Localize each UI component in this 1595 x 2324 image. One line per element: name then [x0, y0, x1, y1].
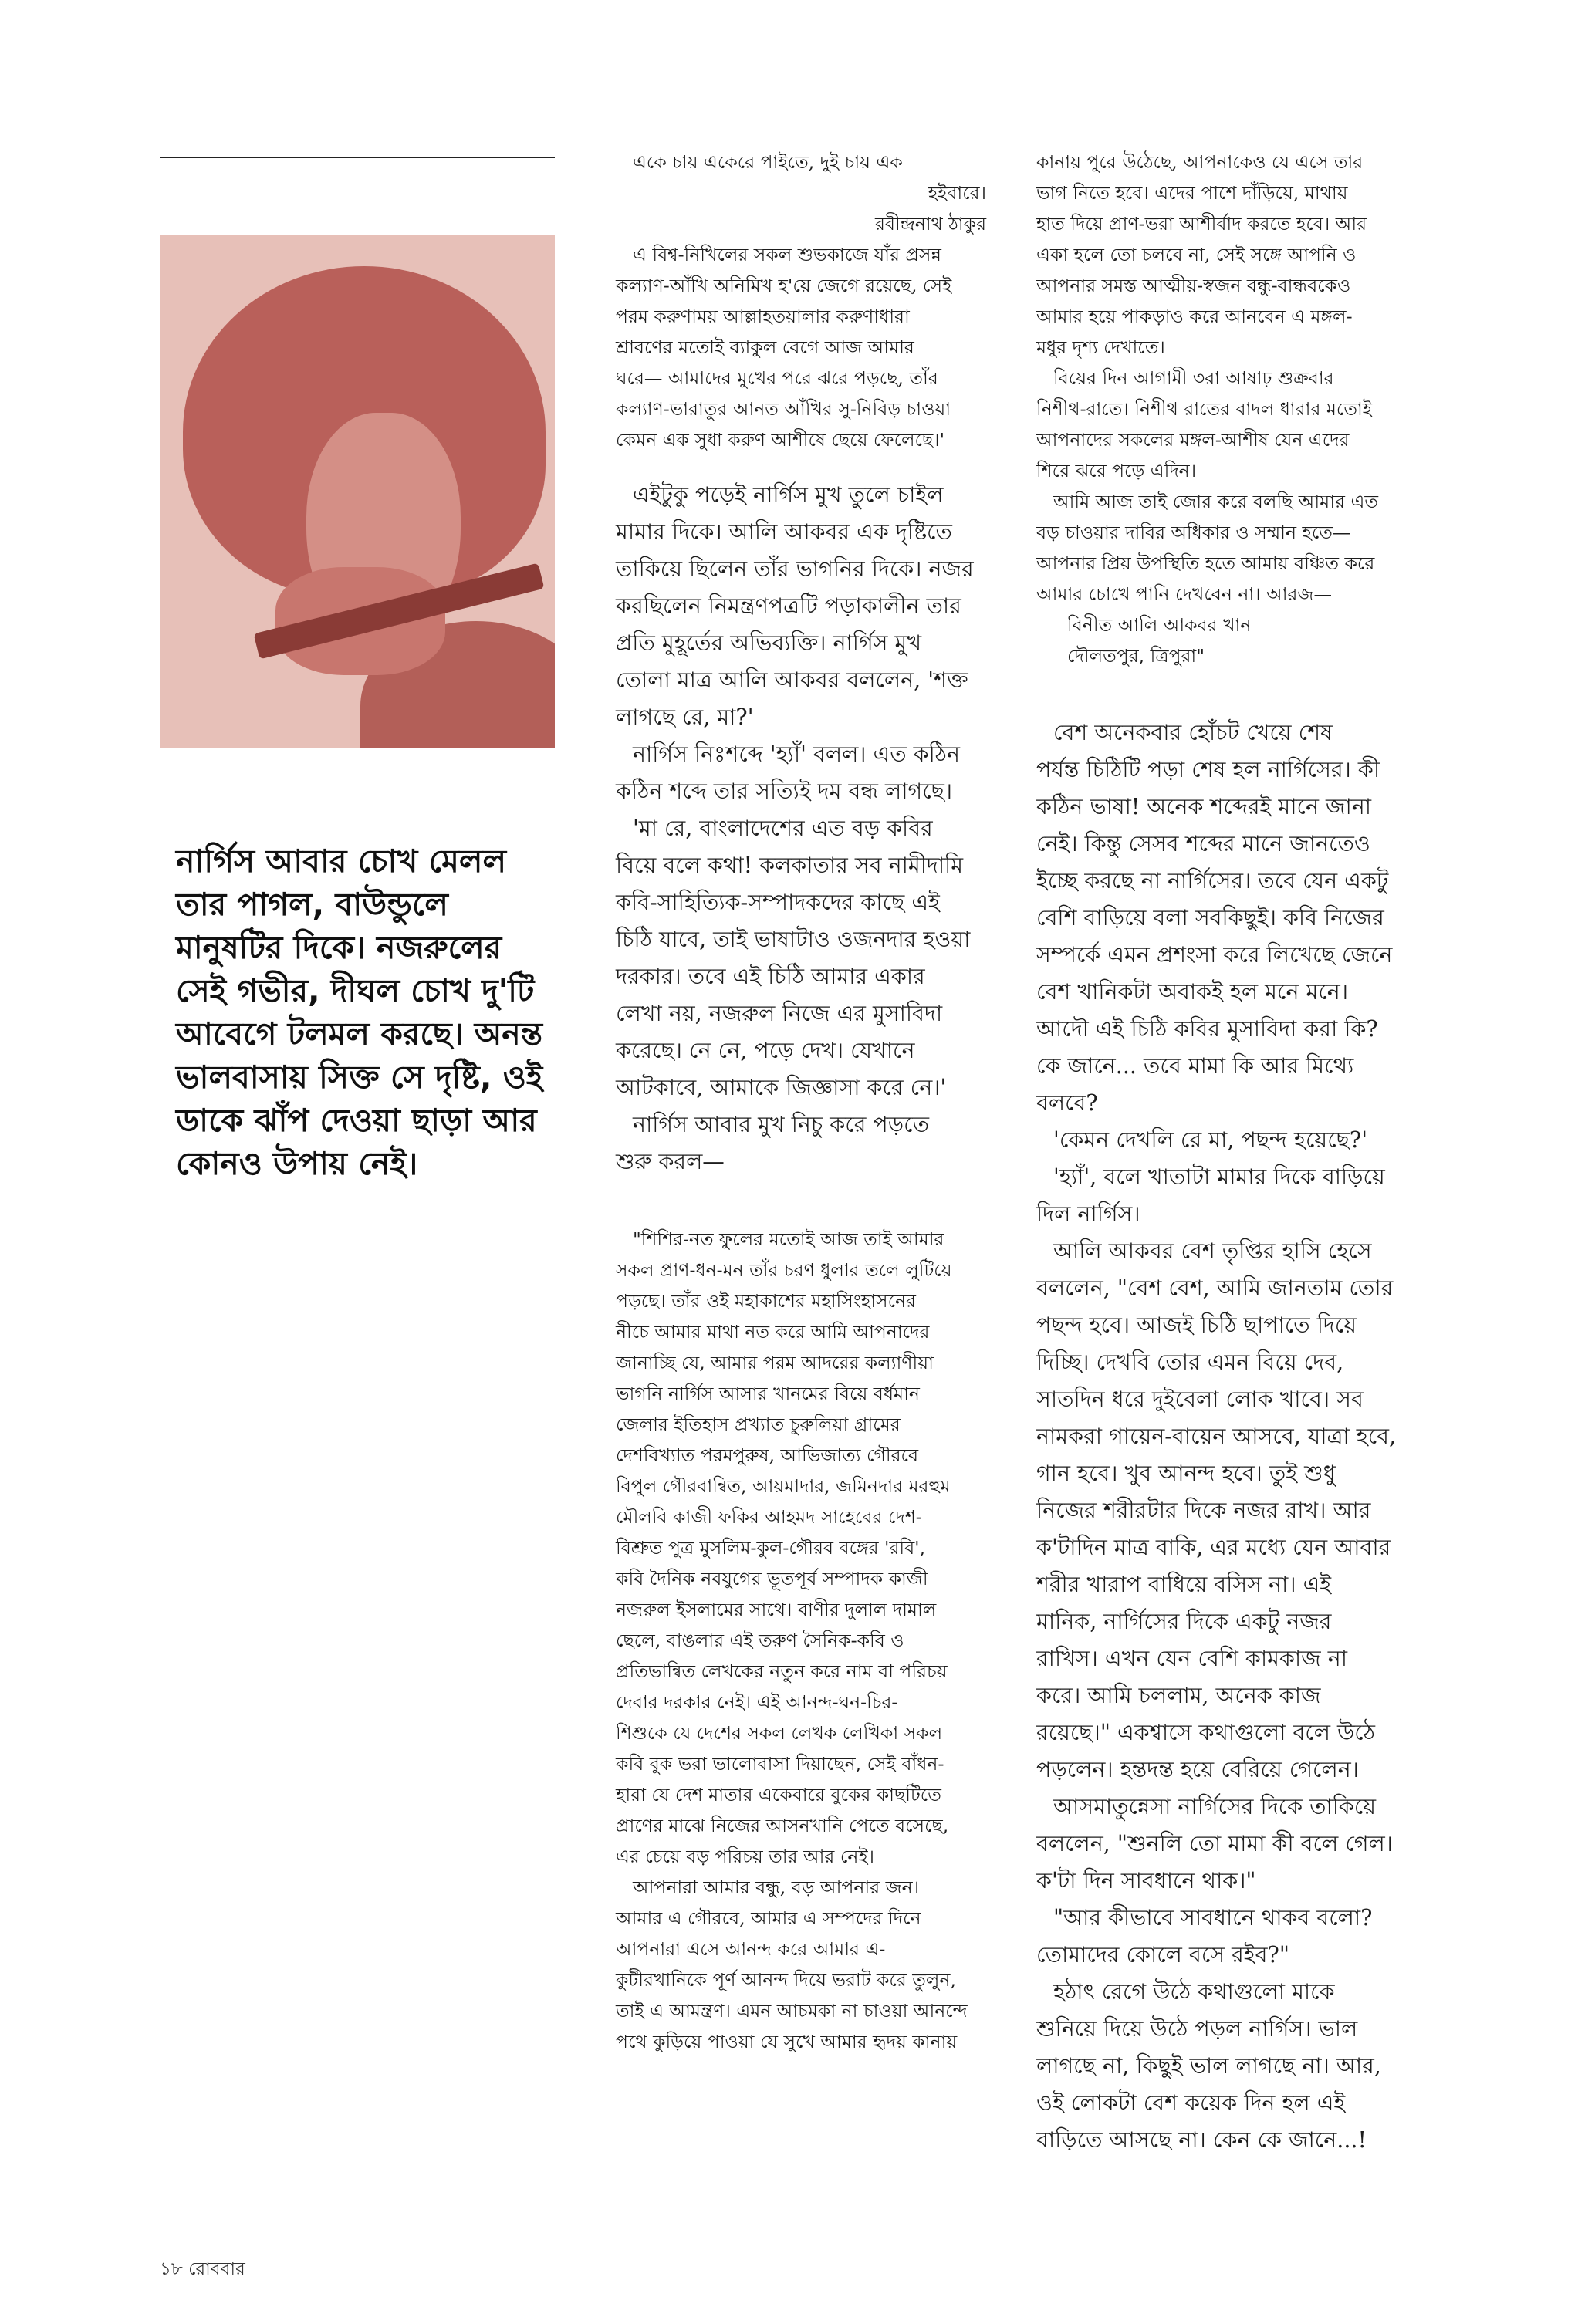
letter-line: আমার হয়ে পাকড়াও করে আনবেন এ মঙ্গল-: [1036, 306, 1353, 327]
body-line: বললেন, "বেশ বেশ, আমি জানতাম তোর: [1036, 1275, 1394, 1301]
letter-line: জেলার ইতিহাস প্রখ্যাত চুরুলিয়া গ্রামের: [616, 1414, 901, 1435]
pull-quote-line: ভালবাসায় সিক্ত সে দৃষ্টি, ওই: [176, 1059, 543, 1096]
body-line: কবি-সাহিত্যিক-সম্পাদকদের কাছে এই: [616, 890, 940, 915]
column-1: [616, 147, 986, 2057]
letter-line: সকল প্রাণ-ধন-মন তাঁর চরণ ধুলার তলে লুটিয়ে: [616, 1259, 952, 1281]
pull-quote-line: তার পাগল, বাউন্ডুলে: [176, 886, 448, 923]
letter-line: আপনারা এসে আনন্দ করে আমার এ-: [616, 1938, 886, 1960]
body-line: করেছে। নে নে, পড়ে দেখ। যেখানে: [616, 1038, 915, 1063]
body-line: রয়েছে।" একশ্বাসে কথাগুলো বলে উঠে: [1036, 1720, 1375, 1745]
letter-line: ভাগনি নার্গিস আসার খানমের বিয়ে বর্ধমান: [616, 1383, 920, 1404]
body-line: মানিক, নার্গিসের দিকে একটু নজর: [1036, 1609, 1332, 1634]
body-line: পর্যন্ত চিঠিটি পড়া শেষ হল নার্গিসের। কী: [1036, 757, 1380, 782]
letter-line: পরম করুণাময় আল্লাহতয়ালার করুণাধারা: [616, 306, 910, 327]
letter-line: "শিশির-নত ফুলের মতোই আজ তাই আমার: [633, 1228, 944, 1250]
body-line: আলি আকবর বেশ তৃপ্তির হাসি হেসে: [1053, 1238, 1372, 1264]
letter-line: কুটীরখানিকে পূর্ণ আনন্দ দিয়ে ভরাট করে তুলুন,: [616, 1969, 956, 1991]
body-line: চিঠি যাবে, তাই ভাষাটাও ওজনদার হওয়া: [616, 927, 971, 952]
letter-line: একা হলে তো চলবে না, সেই সঙ্গে আপনি ও: [1036, 244, 1357, 265]
pull-quote-line: মানুষটির দিকে। নজরুলের: [176, 929, 502, 966]
body-line: দিচ্ছি। দেখবি তোর এমন বিয়ে দেব,: [1036, 1349, 1344, 1375]
body-line: এইটুকু পড়েই নার্গিস মুখ তুলে চাইল: [633, 482, 944, 508]
letter-line: এর চেয়ে বড় পরিচয় তার আর নেই।: [616, 1846, 875, 1867]
letter-line: প্রতিভান্বিত লেখকের নতুন করে নাম বা পরিচয়: [616, 1660, 948, 1682]
body-line: করে। আমি চললাম, অনেক কাজ: [1036, 1683, 1321, 1708]
body-line: সাতদিন ধরে দুইবেলা লোক খাবে। সব: [1036, 1387, 1364, 1412]
body-line: পড়লেন। হন্তদন্ত হয়ে বেরিয়ে গেলেন।: [1036, 1757, 1359, 1782]
top-rule: [160, 157, 555, 158]
letter-line: নীচে আমার মাথা নত করে আমি আপনাদের: [616, 1321, 930, 1343]
body-line: প্রতি মুহূর্তের অভিব্যক্তি। নার্গিস মুখ: [616, 630, 922, 656]
body-line: দরকার। তবে এই চিঠি আমার একার: [616, 964, 925, 989]
body-line: দিল নার্গিস।: [1036, 1201, 1140, 1227]
body-line: বললেন, "শুনলি তো মামা কী বলে গেল।: [1036, 1831, 1393, 1856]
pull-quote: [176, 839, 562, 1185]
body-line: বেশি বাড়িয়ে বলা সবকিছুই। কবি নিজের: [1036, 905, 1384, 931]
body-line: রাখিস। এখন যেন বেশি কামকাজ না: [1036, 1646, 1347, 1671]
body-line: শুনিয়ে দিয়ে উঠে পড়ল নার্গিস। ভাল: [1036, 2016, 1358, 2042]
epigraph-line: হইবারে।: [928, 182, 986, 204]
body-line: ওই লোকটা বেশ কয়েক দিন হল এই: [1036, 2090, 1346, 2116]
letter-line: আমার এ গৌরবে, আমার এ সম্পদের দিনে: [616, 1907, 921, 1929]
letter-line: জানাচ্ছি যে, আমার পরম আদরের কল্যাণীয়া: [616, 1352, 934, 1373]
body-line: 'কেমন দেখলি রে মা, পছন্দ হয়েছে?': [1053, 1127, 1368, 1153]
pull-quote-line: নার্গিস আবার চোখ মেলল: [176, 843, 507, 880]
portrait-illustration: [160, 235, 555, 748]
body-line: বেশ অনেকবার হোঁচট খেয়ে শেষ: [1053, 720, 1333, 745]
body-line: সম্পর্কে এমন প্রশংসা করে লিখেছে জেনে: [1036, 942, 1393, 968]
letter-line: আপনার সমস্ত আত্মীয়-স্বজন বন্ধু-বান্ধবকেও: [1036, 275, 1351, 296]
body-line: ইচ্ছে করছে না নার্গিসের। তবে যেন একটু: [1036, 868, 1389, 893]
letter-line: ঘরে— আমাদের মুখের পরে ঝরে পড়ছে, তাঁর: [616, 367, 938, 389]
body-line: আটকাবে, আমাকে জিজ্ঞাসা করে নে।': [616, 1075, 947, 1100]
body-line: হঠাৎ রেগে উঠে কথাগুলো মাকে: [1053, 1979, 1335, 2005]
letter-line: আপনার প্রিয় উপস্থিতি হতে আমায় বঞ্চিত করে: [1036, 552, 1375, 574]
letter-line: কল্যাণ-আঁখি অনিমিখ হ'য়ে জেগে রয়েছে, সেই: [616, 275, 952, 296]
letter-line: বিয়ের দিন আগামী ৩রা আষাঢ় শুক্রবার: [1053, 367, 1334, 389]
body-line: 'মা রে, বাংলাদেশের এত বড় কবির: [633, 816, 933, 841]
letter-line: কানায় পুরে উঠেছে, আপনাকেও যে এসে তার: [1036, 151, 1364, 173]
letter-line: আপনারা আমার বন্ধু, বড় আপনার জন।: [633, 1876, 920, 1898]
body-line: কে জানে... তবে মামা কি আর মিথ্যে: [1036, 1053, 1354, 1079]
letter-line: বিপুল গৌরবান্বিত, আয়মাদার, জমিনদার মরহুম: [616, 1475, 951, 1497]
letter-line: ভাগ নিতে হবে। এদের পাশে দাঁড়িয়ে, মাথায়: [1036, 182, 1348, 204]
letter-line: শ্রাবণের মতোই ব্যাকুল বেগে আজ আমার: [616, 336, 914, 358]
body-line: বলবে?: [1036, 1090, 1098, 1116]
letter-line: কবি বুক ভরা ভালোবাসা দিয়াছেন, সেই বাঁধন-: [616, 1753, 944, 1775]
body-line: নিজের শরীরটার দিকে নজর রাখ। আর: [1036, 1498, 1371, 1523]
body-line: শুরু করল—: [616, 1149, 725, 1174]
letter-line: হারা যে দেশ মাতার একেবারে বুকের কাছটিতে: [616, 1784, 941, 1805]
body-line: নার্গিস আবার মুখ নিচু করে পড়তে: [633, 1112, 929, 1137]
body-line: "আর কীভাবে সাবধানে থাকব বলো?: [1053, 1905, 1373, 1930]
body-line: 'হ্যাঁ', বলে খাতাটা মামার দিকে বাড়িয়ে: [1053, 1164, 1385, 1190]
epigraph-author: রবীন্দ্রনাথ ঠাকুর: [874, 213, 986, 235]
signature-line: দৌলতপুর, ত্রিপুরা": [1067, 645, 1205, 667]
body-line: গান হবে। খুব আনন্দ হবে। তুই শুধু: [1036, 1461, 1336, 1486]
body-line: বিয়ে বলে কথা! কলকাতার সব নামীদামি: [616, 853, 964, 878]
letter-line: শিরে ঝরে পড়ে এদিন।: [1036, 460, 1197, 481]
letter-line: আমার চোখে পানি দেখবেন না। আরজ—: [1036, 583, 1332, 605]
body-line: ক'টাদিন মাত্র বাকি, এর মধ্যে যেন আবার: [1036, 1535, 1391, 1560]
letter-line: আপনাদের সকলের মঙ্গল-আশীষ যেন এদের: [1036, 429, 1350, 451]
body-line: কঠিন শব্দে তার সত্যিই দম বন্ধ লাগছে।: [616, 779, 953, 804]
pull-quote-line: আবেগে টলমল করছে। অনন্ত: [176, 1015, 542, 1052]
body-line: তাকিয়ে ছিলেন তাঁর ভাগনির দিকে। নজর: [616, 556, 974, 582]
letter-line: নজরুল ইসলামের সাথে। বাণীর দুলাল দামাল: [616, 1599, 937, 1620]
body-line: নেই। কিন্তু সেসব শব্দের মানে জানতেও: [1036, 831, 1370, 856]
letter-line: কবি দৈনিক নবযুগের ভূতপূর্ব সম্পাদক কাজী: [616, 1568, 928, 1589]
letter-line: শিশুকে যে দেশের সকল লেখক লেখিকা সকল: [616, 1722, 943, 1744]
body-line: শরীর খারাপ বাধিয়ে বসিস না। এই: [1036, 1572, 1332, 1597]
letter-line: কেমন এক সুধা করুণ আশীষে ছেয়ে ফেলেছে।': [616, 429, 945, 451]
body-line: ক'টা দিন সাবধানে থাক।": [1036, 1868, 1256, 1893]
body-line: মামার দিকে। আলি আকবর এক দৃষ্টিতে: [616, 519, 952, 545]
letter-line: প্রাণের মাঝে নিজের আসনখানি পেতে বসেছে,: [616, 1815, 949, 1836]
body-line: লাগছে রে, মা?': [616, 704, 754, 730]
letter-line: হাত দিয়ে প্রাণ-ভরা আশীর্বাদ করতে হবে। আর: [1036, 213, 1367, 235]
epigraph-line: একে চায় একেরে পাইতে, দুই চায় এক: [633, 151, 903, 173]
body-line: তোলা মাত্র আলি আকবর বললেন, 'শক্ত: [616, 667, 968, 693]
letter-line: মৌলবি কাজী ফকির আহমদ সাহেবের দেশ-: [616, 1506, 922, 1528]
body-line: লেখা নয়, নজরুল নিজে এর মুসাবিদা: [616, 1001, 943, 1026]
letter-line: ছেলে, বাঙলার এই তরুণ সৈনিক-কবি ও: [616, 1630, 904, 1651]
body-line: আদৌ এই চিঠি কবির মুসাবিদা করা কি?: [1036, 1016, 1378, 1042]
letter-line: বিশ্রুত পুত্র মুসলিম-কুল-গৌরব বঙ্গের 'রবি',: [616, 1537, 926, 1559]
letter-line: বড় চাওয়ার দাবির অধিকার ও সম্মান হতে—: [1036, 522, 1351, 543]
body-line: নার্গিস নিঃশব্দে 'হ্যাঁ' বলল। এত কঠিন: [633, 741, 961, 767]
letter-line: দেশবিখ্যাত পরমপুরুষ, আভিজাত্য গৌরবে: [616, 1444, 919, 1466]
column-2: [1036, 147, 1438, 2159]
body-line: তোমাদের কোলে বসে রইব?": [1036, 1942, 1289, 1968]
letter-line: কল্যাণ-ভারাতুর আনত আঁখির সু-নিবিড় চাওয়া: [616, 398, 951, 420]
body-line: আসমাতুন্নেসা নার্গিসের দিকে তাকিয়ে: [1053, 1794, 1377, 1819]
body-line: বাড়িতে আসছে না। কেন কে জানে...!: [1036, 2127, 1367, 2153]
body-line: নামকরা গায়েন-বায়েন আসবে, যাত্রা হবে,: [1036, 1424, 1397, 1449]
letter-line: এ বিশ্ব-নিখিলের সকল শুভকাজে যাঁর প্রসন্ন: [633, 244, 941, 265]
letter-line: তাই এ আমন্ত্রণ। এমন আচমকা না চাওয়া আনন্দে: [616, 2000, 968, 2022]
letter-line: পড়ছে। তাঁর ওই মহাকাশের মহাসিংহাসনের: [616, 1290, 916, 1312]
body-line: বেশ খানিকটা অবাকই হল মনে মনে।: [1036, 979, 1349, 1005]
letter-line: মধুর দৃশ্য দেখাতে।: [1036, 336, 1165, 358]
pull-quote-line: কোনও উপায় নেই।: [176, 1145, 418, 1182]
signature-line: বিনীত আলি আকবর খান: [1067, 614, 1252, 636]
body-line: পছন্দ হবে। আজই চিঠি ছাপাতে দিয়ে: [1036, 1312, 1357, 1338]
letter-line: নিশীথ-রাতে। নিশীথ রাতের বাদল ধারার মতোই: [1036, 398, 1373, 420]
body-line: করছিলেন নিমন্ত্রণপত্রটি পড়াকালীন তার: [616, 593, 961, 619]
pull-quote-line: সেই গভীর, দীঘল চোখ দু'টি: [176, 972, 535, 1009]
letter-line: আমি আজ তাই জোর করে বলছি আমার এত: [1053, 491, 1378, 512]
page-folio: ১৮ রোববার: [160, 2259, 245, 2279]
body-line: কঠিন ভাষা! অনেক শব্দেরই মানে জানা: [1036, 794, 1372, 819]
body-line: লাগছে না, কিছুই ভাল লাগছে না। আর,: [1036, 2053, 1381, 2079]
letter-line: পথে কুড়িয়ে পাওয়া যে সুখে আমার হৃদয় কানায়: [616, 2031, 958, 2052]
pull-quote-line: ডাকে ঝাঁপ দেওয়া ছাড়া আর: [176, 1102, 537, 1139]
letter-line: দেবার দরকার নেই। এই আনন্দ-ঘন-চির-: [616, 1691, 898, 1713]
